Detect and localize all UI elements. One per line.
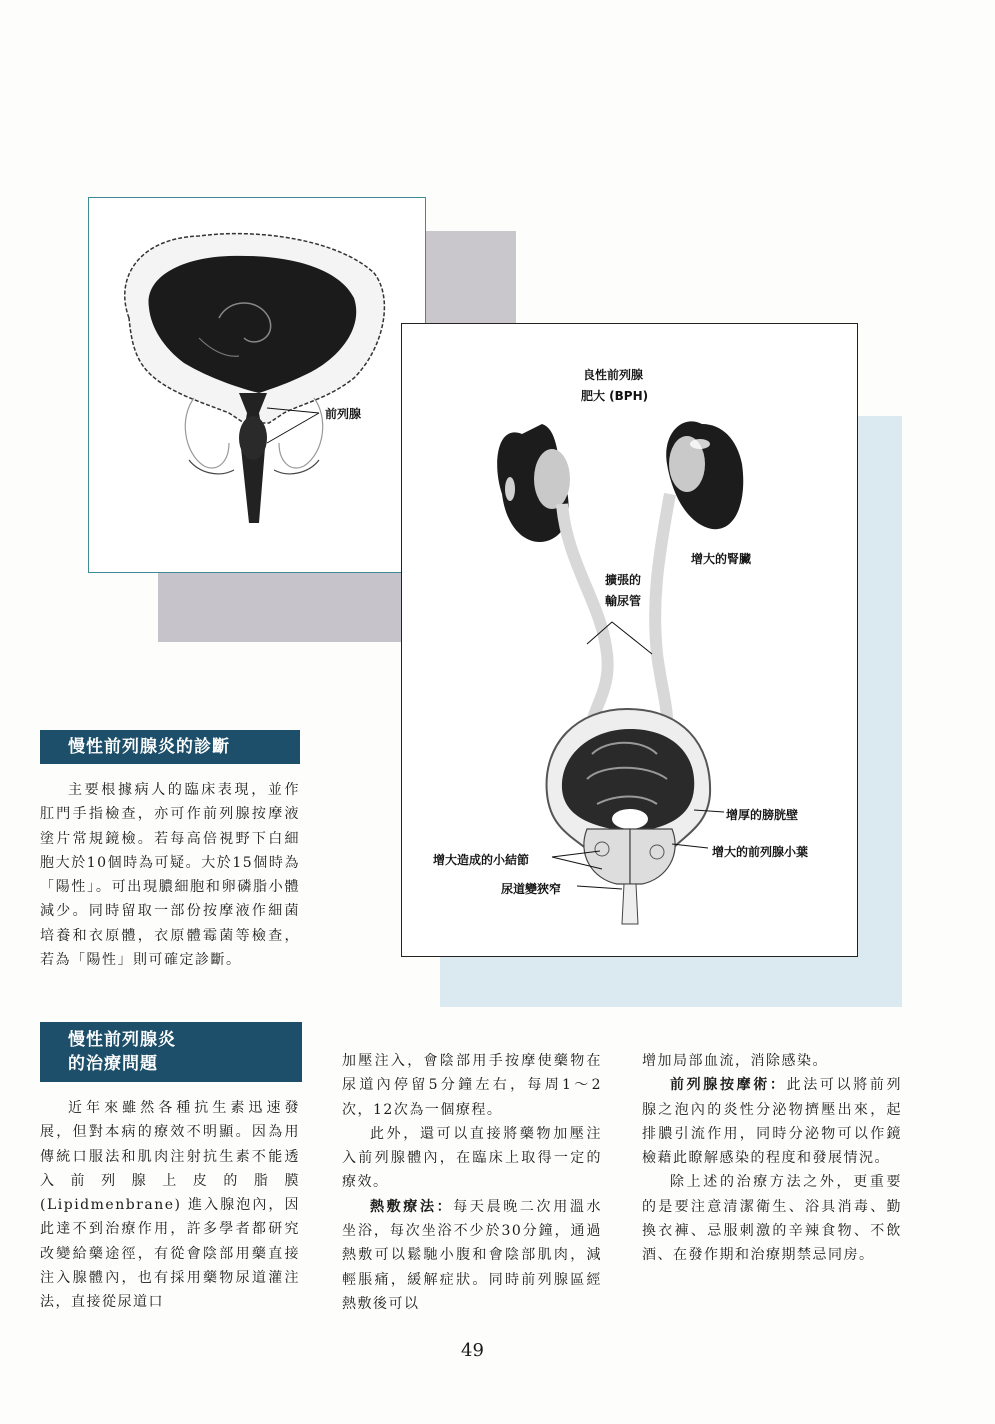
diagnosis-section-header [40, 730, 300, 764]
treatment-section-header [40, 1022, 302, 1082]
background-tint-block [424, 231, 516, 323]
background-tint-block [158, 568, 402, 642]
massage-text: 此法可以將前列腺之泡內的炎性分泌物擠壓出來，起排膿引流作用，同時分泌物可以作鏡檢藉此瞭解感染的程度和發展情況。 [642, 1077, 903, 1167]
bladder-prostate-illustration [89, 198, 425, 572]
treatment-paragraph: 此外，還可以直接將藥物加壓注入前列腺體內，在臨床上取得一定的療效。 [342, 1125, 602, 1191]
bph-label-line1: 良性前列腺 [583, 368, 644, 382]
prostate-lobe-label: 增大的前列腺小葉 [712, 845, 809, 859]
treatment-paragraph: 近年來雖然各種抗生素迅速發展，但對本病的療效不明顯。因為用傳統口服法和肌肉注射抗生素不能透入前列腺上皮的脂膜(Lipidmenbrane) 進入腺泡內，因此達不到治療作用，許多學者都研究改變給藥途徑，有從會陰部用藥直接注入腺體內，也有採用藥物尿道灌注法，直接從尿道口 [40, 1100, 300, 1311]
heat-therapy-paragraph [342, 1195, 602, 1316]
diagnosis-text-column [40, 778, 300, 972]
background-tint-block [440, 955, 902, 1007]
treatment-section-title-line2: 的治療問題 [68, 1054, 158, 1074]
treatment-paragraph: 增加局部血流，消除感染。 [642, 1053, 828, 1069]
treatment-text-column-1 [40, 1096, 300, 1315]
heat-therapy-text: 每天晨晚二次用溫水坐浴，每次坐浴不少於30分鐘，通過熱敷可以鬆馳小腹和會陰部肌肉，減輕脹痛，緩解症狀。同時前列腺區經熱敷後可以 [342, 1198, 603, 1312]
treatment-text-column-2 [342, 1049, 602, 1316]
diagnosis-section-title: 慢性前列腺炎的診斷 [68, 737, 230, 757]
ureter-label-line2: 輸尿管 [605, 594, 642, 608]
massage-heading: 前列腺按摩術： [670, 1077, 787, 1094]
treatment-text-column-3 [642, 1049, 902, 1268]
prostate-anatomy-figure [88, 197, 426, 573]
treatment-paragraph: 除上述的治療方法之外，更重要的是要注意清潔衛生、浴具消毒、勤換衣褲、忌服刺激的辛辣食物、不飲酒、在發作期和治療期禁忌同房。 [642, 1174, 902, 1264]
bph-figure [401, 323, 858, 957]
urethra-label: 尿道變狹窄 [501, 882, 562, 896]
heat-therapy-heading: 熱敷療法： [370, 1198, 454, 1215]
kidney-label: 增大的腎臟 [691, 552, 752, 566]
bph-label-line2: 肥大 (BPH) [581, 389, 649, 403]
diagnosis-paragraph: 主要根據病人的臨床表現，並作肛門手指檢查，亦可作前列腺按摩液塗片常規鏡檢。若每高倍視野下白細胞大於10個時為可疑。大於15個時為「陽性」。可出現膿細胞和卵磷脂小體減少。同時留取一部份按摩液作細菌培養和衣原體，衣原體霉菌等檢查，若為「陽性」則可確定診斷。 [40, 782, 300, 969]
massage-paragraph [642, 1073, 902, 1170]
treatment-paragraph: 加壓注入，會陰部用手按摩使藥物在尿道內停留5分鐘左右，每周1～2次，12次為一個療程。 [342, 1053, 602, 1118]
background-tint-block [855, 416, 902, 1006]
ureter-label-line1: 擴張的 [605, 573, 642, 587]
treatment-section-title-line1: 慢性前列腺炎 [68, 1030, 176, 1050]
nodule-label: 增大造成的小結節 [433, 853, 530, 867]
prostate-label: 前列腺 [325, 407, 362, 421]
bladder-wall-label: 增厚的膀胱壁 [726, 808, 799, 822]
page-number: 49 [461, 1340, 484, 1361]
